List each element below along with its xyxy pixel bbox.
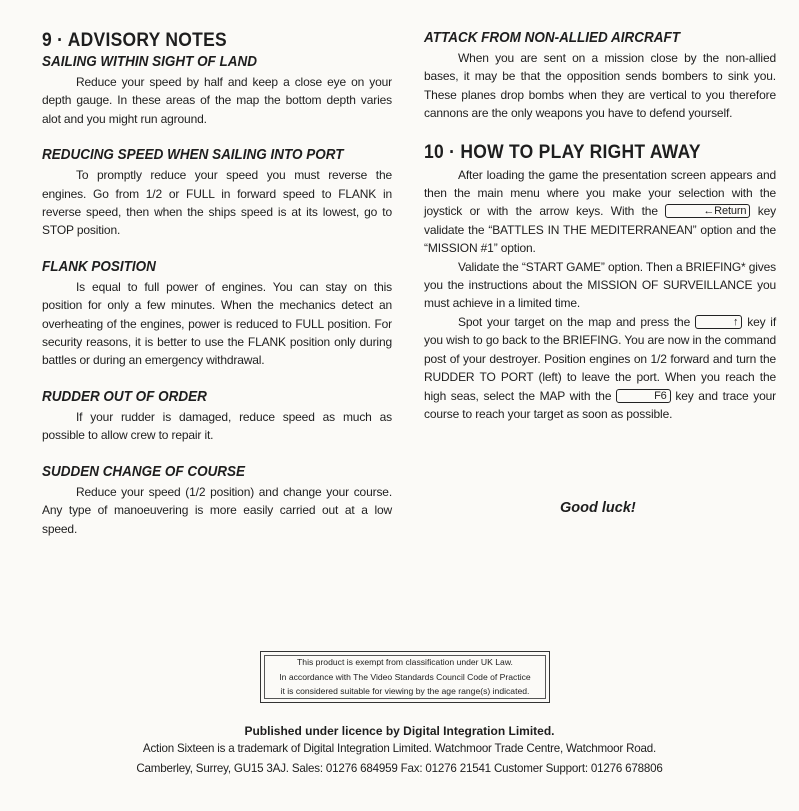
how-to-play-paragraph-1 [424, 166, 776, 258]
classification-notice-box [260, 651, 550, 703]
section-body-reducing-speed: To promptly reduce your speed you must reverse the engines. Go from 1/2 or FULL in forward speed to FLANK in reverse speed, then when the ships speed is at its lowest, go to STOP position. [42, 168, 392, 238]
section-title-sailing: SAILING WITHIN SIGHT OF LAND [42, 54, 258, 70]
return-key-icon: ←Return [665, 204, 750, 218]
section-title-sudden-change: SUDDEN CHANGE OF COURSE [42, 463, 246, 480]
notice-line-1: This product is exempt from classification under UK Law. [297, 657, 513, 667]
p1-text-a: After loading the game the presentation screen appears and then the main menu where you make your selection with the joystick or with the arrow keys. With the [424, 167, 776, 219]
section-body-rudder: If your rudder is damaged, reduce speed as much as possible to allow crew to repair it. [42, 409, 392, 443]
notice-line-2: In accordance with The Video Standards Council Code of Practice [279, 671, 531, 682]
p3-text-c: key and trace your course to reach your target as soon as possible. [424, 388, 776, 421]
section-title-reducing-speed: REDUCING SPEED WHEN SAILING INTO PORT [42, 147, 344, 164]
p1-text-b: key validate the “BATTLES IN THE MEDITERRANEAN” option and the “MISSION #1” option. [424, 204, 776, 256]
f6-key-icon: F6 [616, 389, 671, 403]
section-title-flank: FLANK POSITION [42, 258, 156, 275]
left-column [42, 30, 392, 538]
section-body-attack: When you are sent on a mission close by the non-allied bases, it may be that the opposition sends bombers to sink you. These planes drop bombs when they are vertical to you therefore cannons are the only weapons you have to defend yourself. [424, 51, 776, 121]
p3-text-a: Spot your target on the map and press the [458, 314, 691, 329]
how-to-play-heading: 10 · HOW TO PLAY RIGHT AWAY [424, 141, 701, 163]
section-body-sailing: Reduce your speed by half and keep a close eye on your depth gauge. In these areas of the map the bottom depth varies alot and you might run aground. [42, 75, 392, 126]
advisory-notes-heading: 9 · ADVISORY NOTES [42, 30, 227, 51]
right-column [424, 30, 776, 423]
how-to-play-paragraph-3 [424, 313, 776, 423]
section-title-attack: ATTACK FROM NON-ALLIED AIRCRAFT [424, 30, 680, 46]
notice-line-3: it is considered suitable for viewing by the age range(s) indicated. [280, 686, 530, 696]
how-to-play-paragraph-2: Validate the “START GAME” option. Then a BRIEFING* gives you the instructions about the MISSION OF SURVEILLANCE you must achieve in a limited time. [424, 259, 776, 311]
up-arrow-key-icon: ↑ [695, 315, 742, 329]
publisher-title: Published under licence by Digital Integration Limited. [244, 724, 555, 738]
publisher-address-line-2: Camberley, Surrey, GU15 3AJ. Sales: 01276 684959 Fax: 01276 21541 Customer Support: 01276 678806 [136, 762, 663, 775]
section-body-flank: Is equal to full power of engines. You can stay on this position for only a few minutes. When the mechanics detect an overheating of the engines, power is reduced to FULL position. For security reasons, it is better to use the FLANK position only during battles or during an emergency withdrawal. [42, 279, 392, 368]
publisher-address-line-1: Action Sixteen is a trademark of Digital Integration Limited. Watchmoor Trade Centre, Watchmoor Road. [142, 742, 657, 755]
section-body-sudden-change: Reduce your speed (1/2 position) and change your course. Any type of manoeuvering is more easily carried out at a low speed. [42, 484, 392, 536]
p3-text-b: key if you wish to go back to the BRIEFING. You are now in the command post of your destroyer. Position engines on 1/2 forward and turn the RUDDER TO PORT (left) to leave the port. When you reach the high seas, select the MAP with the [424, 314, 777, 403]
good-luck-text: Good luck! [560, 500, 636, 516]
section-title-rudder: RUDDER OUT OF ORDER [42, 388, 207, 405]
